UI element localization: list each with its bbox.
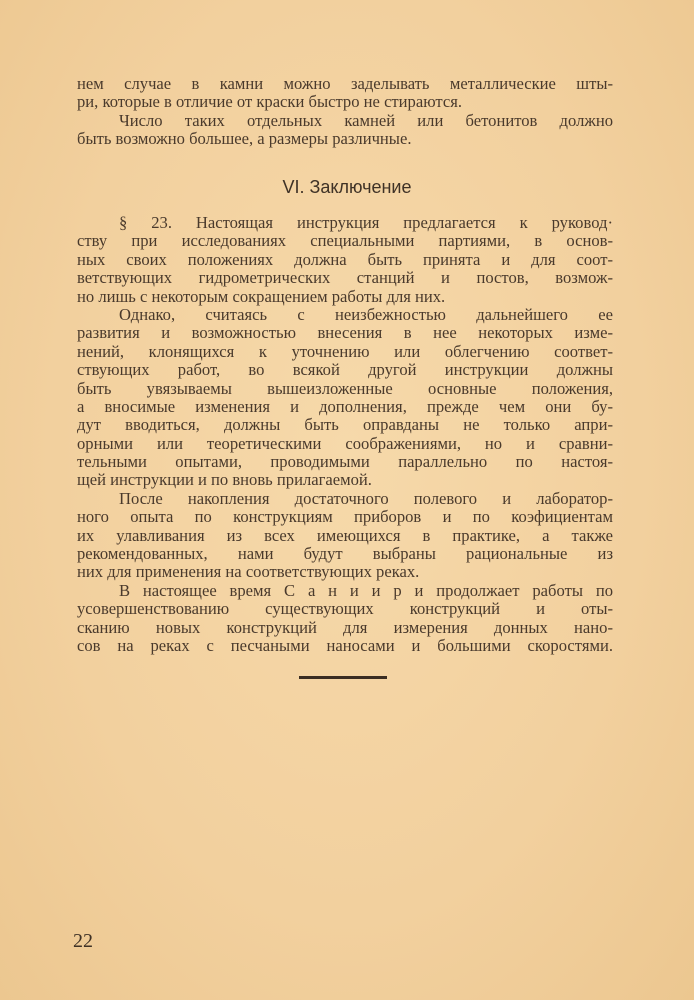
- text-line: орными или теоретическими соображениями, но и сравни-: [77, 433, 613, 453]
- text-line: ветствующих гидрометрических станций и постов, возмож-: [77, 268, 613, 288]
- text-line: рекомендованных, нами будут выбраны рациональные из: [77, 544, 613, 564]
- text-line: а вносимые изменения и дополнения, прежде чем они бу-: [77, 396, 613, 416]
- text-line: Число таких отдельных камней или бетонитов должно: [119, 110, 613, 130]
- text-line: усовершенствованию существующих конструкций и оты-: [77, 599, 613, 619]
- intro-paragraphs: [77, 75, 613, 149]
- text-line: нений, клонящихся к уточнению или облегчению соответ-: [77, 341, 613, 361]
- text-line: сканию новых конструкций для измерения донных нано-: [77, 617, 613, 637]
- section-heading: VI. Заключение: [282, 177, 412, 197]
- end-rule-divider: [299, 676, 387, 679]
- text-line: ству при исследованиях специальными партиями, в основ-: [77, 231, 613, 251]
- text-line: нем случае в камни можно заделывать металлические шты-: [77, 74, 613, 93]
- text-line: тельными опытами, проводимыми параллельно по настоя-: [77, 452, 613, 472]
- text-line: быть возможно большее, а размеры различные.: [77, 129, 412, 149]
- text-line: В настоящее время С а н и и р и продолжает работы по: [119, 580, 613, 600]
- text-line: но лишь с некоторым сокращением работы для них.: [77, 286, 446, 306]
- text-line: ных своих положениях должна быть принята и для соот-: [77, 249, 613, 269]
- text-line: быть увязываемы вышеизложенные основные положения,: [77, 378, 613, 398]
- text-line: ри, которые в отличие от краски быстро не стираются.: [77, 92, 463, 112]
- text-line: дут вводиться, должны быть оправданы не только апри-: [77, 415, 613, 435]
- text-line: Однако, считаясь с неизбежностью дальнейшего ее: [119, 304, 613, 324]
- text-line: щей инструкции и по вновь прилагаемой.: [77, 470, 372, 490]
- text-line: § 23. Настоящая инструкция предлагается к руковод·: [119, 213, 613, 232]
- text-line: их улавливания из всех имеющихся в практике, а также: [77, 525, 613, 545]
- text-line: ного опыта по конструкциям приборов и по коэфициентам: [77, 507, 613, 527]
- page-number: 22: [73, 930, 93, 952]
- text-line: После накопления достаточного полевого и лаборатор-: [119, 488, 613, 508]
- conclusion-paragraphs: [77, 214, 613, 655]
- text-line: сов на реках с песчаными наносами и большими скоростями.: [77, 635, 613, 655]
- text-line: развития и возможностью внесения в нее некоторых изме-: [77, 323, 613, 343]
- text-line: ствующих работ, во всякой другой инструкции должны: [77, 360, 613, 380]
- text-line: них для применения на соответствующих реках.: [77, 562, 420, 582]
